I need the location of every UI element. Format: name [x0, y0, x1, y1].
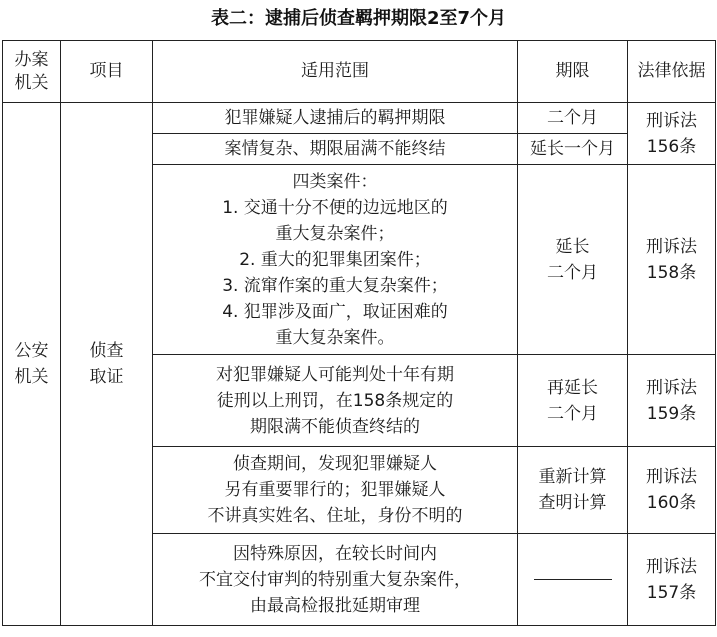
law-cell: 刑诉法 159条 [628, 355, 716, 447]
scope-cell: 犯罪嫌疑人逮捕后的羁押期限 [153, 103, 518, 134]
table-title: 表二：逮捕后侦查羁押期限2至7个月 [210, 8, 507, 29]
header-item: 项目 [61, 41, 153, 103]
term-cell: 再延长 二个月 [518, 355, 628, 447]
header-agency: 办案 机关 [3, 41, 61, 103]
scope-cell: 侦查期间，发现犯罪嫌疑人 另有重要罪行的；犯罪嫌疑人 不讲真实姓名、住址，身份不明的 [153, 447, 518, 534]
scope-cell: 案情复杂、期限届满不能终结 [153, 134, 518, 165]
term-cell [518, 534, 628, 626]
agency-cell: 公安 机关 [3, 103, 61, 626]
law-cell: 刑诉法 156条 [628, 103, 716, 165]
term-cell: 延长 二个月 [518, 165, 628, 355]
law-cell: 刑诉法 157条 [628, 534, 716, 626]
header-row [3, 41, 716, 103]
header-term: 期限 [518, 41, 628, 103]
scope-cell: 四类案件： 1. 交通十分不便的边远地区的 重大复杂案件； 2. 重大的犯罪集团案件； 3. 流窜作案的重大复杂案件； 4. 犯罪涉及面广，取证困难的 重大复杂案件。 [153, 165, 518, 355]
table-row [3, 103, 716, 134]
item-cell: 侦查 取证 [61, 103, 153, 626]
scope-cell: 对犯罪嫌疑人可能判处十年有期 徒刑以上刑罚，在158条规定的 期限满不能侦查终结的 [153, 355, 518, 447]
header-law: 法律依据 [628, 41, 716, 103]
detention-period-table [2, 40, 716, 626]
law-cell: 刑诉法 160条 [628, 447, 716, 534]
term-cell: 延长一个月 [518, 134, 628, 165]
header-scope: 适用范围 [153, 41, 518, 103]
term-cell: 重新计算 查明计算 [518, 447, 628, 534]
law-cell: 刑诉法 158条 [628, 165, 716, 355]
term-cell: 二个月 [518, 103, 628, 134]
term-dash [534, 579, 612, 580]
scope-cell: 因特殊原因，在较长时间内 不宜交付审判的特别重大复杂案件， 由最高检报批延期审理 [153, 534, 518, 626]
